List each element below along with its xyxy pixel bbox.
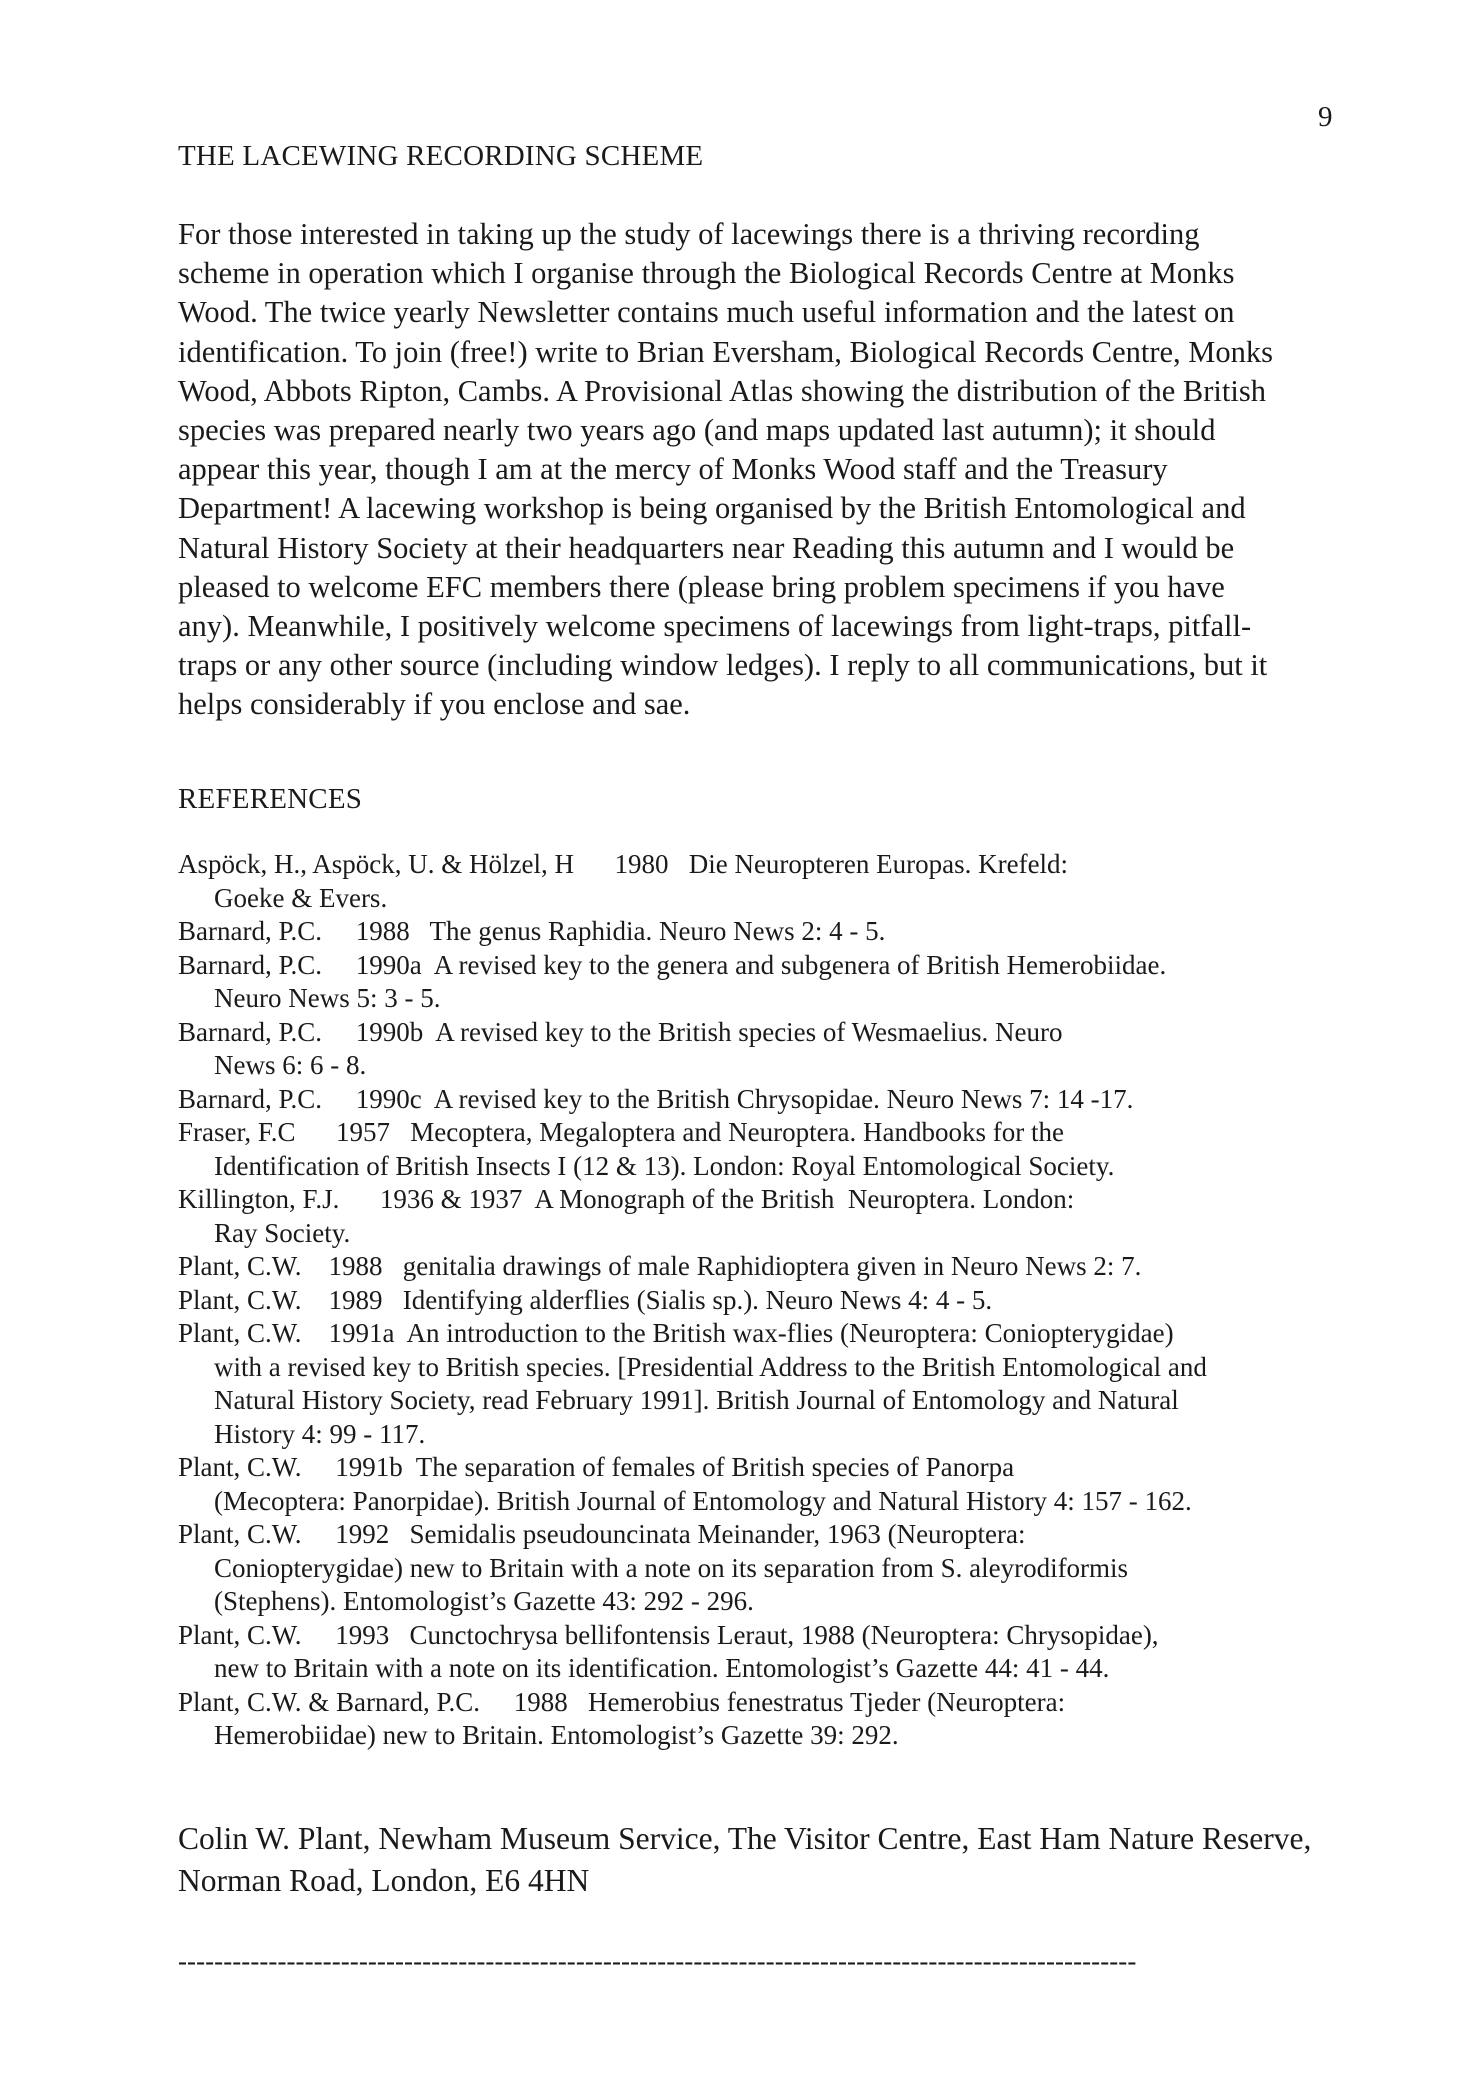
signature-line: Norman Road, London, E6 4HN: [178, 1863, 590, 1898]
reference-continuation-line: Ray Society.: [214, 1217, 351, 1248]
reference-entry: [178, 1284, 1348, 1318]
reference-entry: [178, 1116, 1348, 1183]
body-line: traps or any other source (including window ledges). I reply to all communications, but it: [178, 648, 1268, 683]
reference-continuation-line: with a revised key to British species. [Presidential Address to the British Entomological and: [214, 1351, 1207, 1382]
body-line: Wood, Abbots Ripton, Cambs. A Provisional Atlas showing the distribution of the British: [178, 373, 1266, 408]
body-line: Wood. The twice yearly Newsletter contains much useful information and the latest on: [178, 295, 1235, 330]
reference-continuation-line: Neuro News 5: 3 - 5.: [214, 983, 441, 1013]
reference-line: Plant, C.W. 1989 Identifying alderflies (Sialis sp.). Neuro News 4: 4 - 5.: [178, 1284, 993, 1315]
reference-line: Fraser, F.C 1957 Mecoptera, Megaloptera and Neuroptera. Handbooks for the: [178, 1117, 1065, 1147]
reference-line: Barnard, P.C. 1990a A revised key to the genera and subgenera of British Hemerobiidae.: [178, 949, 1167, 980]
reference-entry: [178, 1016, 1348, 1083]
reference-continuation-line: (Mecoptera: Panorpidae). British Journal of Entomology and Natural History 4: 157 - 162.: [214, 1485, 1192, 1516]
reference-continuation-line: Coniopterygidae) new to Britain with a note on its separation from S. aleyrodiformis: [214, 1552, 1129, 1583]
reference-line: Killington, F.J. 1936 & 1937 A Monograph of the British Neuroptera. London:: [178, 1184, 1075, 1214]
page-number: 9: [1318, 101, 1333, 133]
reference-entry: [178, 1619, 1348, 1686]
body-line: For those interested in taking up the study of lacewings there is a thriving recording: [178, 217, 1200, 251]
body-line: scheme in operation which I organise through the Biological Records Centre at Monks: [178, 256, 1235, 291]
body-line: Department! A lacewing workshop is being organised by the British Entomological and: [178, 491, 1246, 526]
reference-entry: [178, 1250, 1348, 1284]
reference-line: Barnard, P.C. 1988 The genus Raphidia. Neuro News 2: 4 - 5.: [178, 916, 886, 946]
reference-line: Aspöck, H., Aspöck, U. & Hölzel, H 1980 Die Neuropteren Europas. Krefeld:: [178, 849, 1069, 879]
signature-line: Colin W. Plant, Newham Museum Service, The Visitor Centre, East Ham Nature Reserve,: [178, 1821, 1312, 1856]
body-line: identification. To join (free!) write to Brian Eversham, Biological Records Centre, Monks: [178, 334, 1274, 369]
body-paragraph: [178, 215, 1344, 725]
reference-line: Plant, C.W. & Barnard, P.C. 1988 Hemerobius fenestratus Tjeder (Neuroptera:: [178, 1686, 1066, 1717]
reference-line: Plant, C.W. 1988 genitalia drawings of male Raphidioptera given in Neuro News 2: 7.: [178, 1251, 1142, 1281]
reference-continuation-line: Identification of British Insects I (12 & 13). London: Royal Entomological Society.: [214, 1150, 1115, 1181]
reference-line: Plant, C.W. 1992 Semidalis pseudouncinata Meinander, 1963 (Neuroptera:: [178, 1519, 1026, 1549]
reference-entry: [178, 1518, 1348, 1619]
reference-entry: [178, 848, 1348, 915]
reference-continuation-line: History 4: 99 - 117.: [214, 1418, 426, 1449]
reference-entry: [178, 949, 1348, 1016]
body-line: appear this year, though I am at the mercy of Monks Wood staff and the Treasury: [178, 452, 1168, 487]
reference-entry: [178, 1183, 1348, 1250]
reference-line: Barnard, P.C. 1990b A revised key to the British species of Wesmaelius. Neuro: [178, 1016, 1063, 1047]
reference-entry: [178, 915, 1348, 949]
body-line: species was prepared nearly two years ago (and maps updated last autumn); it should: [178, 413, 1216, 448]
reference-line: Barnard, P.C. 1990c A revised key to the British Chrysopidae. Neuro News 7: 14 -17.: [178, 1083, 1134, 1114]
reference-entry: [178, 1686, 1348, 1753]
reference-continuation-line: Hemerobiidae) new to Britain. Entomologist’s Gazette 39: 292.: [214, 1720, 899, 1750]
reference-continuation-line: new to Britain with a note on its identification. Entomologist’s Gazette 44: 41 - 44.: [214, 1653, 1110, 1683]
reference-continuation-line: Goeke & Evers.: [214, 882, 388, 913]
body-line: helps considerably if you enclose and sae.: [178, 687, 691, 722]
reference-line: Plant, C.W. 1993 Cunctochrysa bellifontensis Leraut, 1988 (Neuroptera: Chrysopidae),: [178, 1619, 1159, 1650]
section-heading-lacewing-scheme: THE LACEWING RECORDING SCHEME: [178, 140, 704, 172]
reference-entry: [178, 1317, 1348, 1451]
reference-continuation-line: Natural History Society, read February 1991]. British Journal of Entomology and Natural: [214, 1385, 1179, 1415]
reference-entry: [178, 1083, 1348, 1117]
dashed-separator: ----------------------------------------------------------------------------------------------------------: [178, 1946, 1137, 1976]
author-signature: [178, 1818, 1311, 1902]
reference-line: Plant, C.W. 1991a An introduction to the British wax-flies (Neuroptera: Coniopterygidae): [178, 1318, 1174, 1348]
references-list: [178, 848, 1348, 1753]
body-line: any). Meanwhile, I positively welcome specimens of lacewings from light-traps, pitfall-: [178, 609, 1252, 644]
body-line: pleased to welcome EFC members there (please bring problem specimens if you have: [178, 569, 1225, 604]
reference-line: Plant, C.W. 1991b The separation of females of British species of Panorpa: [178, 1452, 1015, 1482]
body-line: Natural History Society at their headquarters near Reading this autumn and I would be: [178, 530, 1235, 565]
reference-continuation-line: News 6: 6 - 8.: [214, 1050, 367, 1080]
reference-entry: [178, 1451, 1348, 1518]
section-heading-references: REFERENCES: [178, 783, 363, 815]
reference-continuation-line: (Stephens). Entomologist’s Gazette 43: 292 - 296.: [214, 1586, 754, 1616]
